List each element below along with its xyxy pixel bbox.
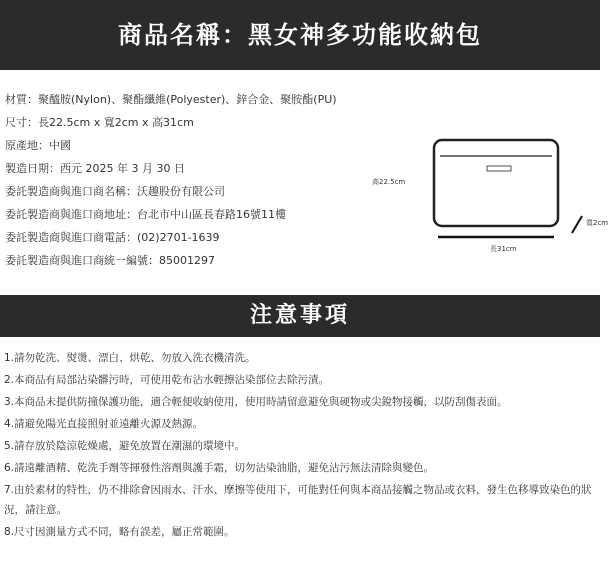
spec-manufacture-date: 製造日期：西元 2025 年 3 月 30 日 bbox=[5, 162, 185, 175]
spec-material: 材質：聚醯胺(Nylon)、聚酯纖維(Polyester)、鋅合金、聚胺酯(PU) bbox=[5, 93, 337, 106]
note-item: 2.本商品有局部沾染髒污時，可使用乾布沾水輕擦沾染部位去除污漬。 bbox=[4, 374, 330, 386]
note-item: 7.由於素材的特性，仍不排除會因雨水、汗水、摩擦等使用下，可能對任何與本商品接觸之物品或衣料，發生色移導致染色的狀況，請注意。 bbox=[4, 484, 592, 516]
width-label: 寬2cm bbox=[586, 219, 608, 227]
note-item: 1.請勿乾洗、熨燙、漂白、烘乾、勿放入洗衣機清洗。 bbox=[4, 352, 256, 364]
length-label: 長31cm bbox=[490, 245, 517, 253]
bag-outline bbox=[434, 140, 558, 226]
product-title: 商品名稱：黑女神多功能收納包 bbox=[118, 21, 482, 49]
bag-outline-drawing bbox=[360, 130, 600, 260]
notes-list bbox=[4, 348, 596, 544]
notes-title-banner bbox=[0, 295, 600, 337]
note-item: 3.本商品未提供防撞保護功能，適合輕便收納使用，使用時請留意避免與硬物或尖銳物接觸，以防刮傷表面。 bbox=[4, 396, 508, 408]
product-title-banner bbox=[0, 0, 600, 70]
spec-company-tax-id: 委託製造商與進口商統一編號：85001297 bbox=[5, 254, 215, 267]
height-label: 高22.5cm bbox=[372, 178, 406, 186]
spec-dimensions: 尺寸：長22.5cm x 寬2cm x 高31cm bbox=[5, 116, 194, 129]
spec-list bbox=[5, 88, 337, 272]
notes-title: 注意事項 bbox=[249, 303, 350, 328]
width-dimension-line bbox=[572, 216, 582, 233]
note-item: 8.尺寸因測量方式不同，略有誤差，屬正常範圍。 bbox=[4, 526, 235, 538]
spec-company-address: 委託製造商與進口商地址：台北市中山區長春路16號11樓 bbox=[5, 208, 286, 221]
spec-company-phone: 委託製造商與進口商電話：(02)2701-1639 bbox=[5, 231, 220, 244]
spec-origin: 原產地：中國 bbox=[5, 139, 71, 152]
note-item: 5.請存放於陰涼乾燥處，避免放置在潮濕的環境中。 bbox=[4, 440, 246, 452]
dimension-diagram bbox=[360, 130, 608, 260]
note-item: 4.請避免陽光直接照射並遠離火源及熱源。 bbox=[4, 418, 204, 430]
note-item: 6.請遠離酒精、乾洗手劑等揮發性溶劑與護手霜，切勿沾染油脂，避免沾污無法清除與變色。 bbox=[4, 462, 435, 474]
spec-company-name: 委託製造商與進口商名稱：沃趣股份有限公司 bbox=[5, 185, 225, 198]
bag-tag bbox=[487, 166, 511, 171]
